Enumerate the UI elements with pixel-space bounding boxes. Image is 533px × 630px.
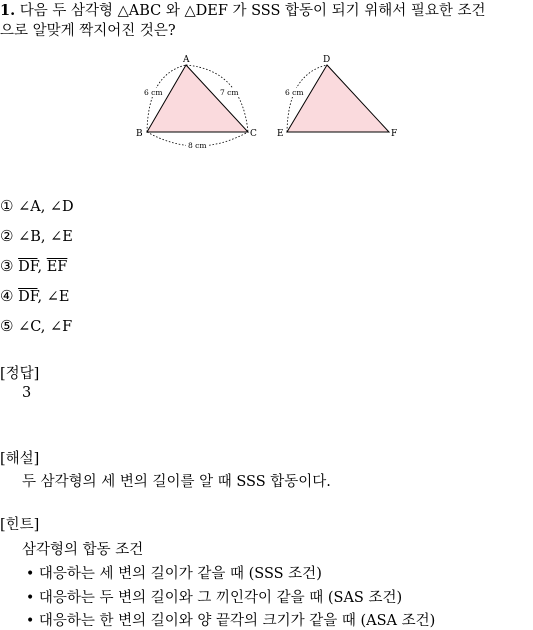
option-2[interactable] xyxy=(0,227,73,245)
hint-title: 삼각형의 합동 조건 xyxy=(22,542,144,558)
option-part-1: $\overline{DF}$ xyxy=(18,289,38,305)
option-marker: ② xyxy=(0,227,14,245)
question-number: 1. xyxy=(0,2,16,19)
hint-bullet-text: 대응하는 두 변의 길이와 그 끼인각이 같을 때 (SAS 조건) xyxy=(38,590,403,606)
option-marker: ④ xyxy=(0,287,14,305)
length-ac: 7 cm xyxy=(220,88,239,97)
hint-bullet-text: 대응하는 한 변의 길이와 양 끝각의 크기가 같을 때 (ASA 조건) xyxy=(38,613,436,629)
option-sep: , xyxy=(40,229,51,245)
hint-bullet-2 xyxy=(26,586,402,607)
option-part-2: ∠D xyxy=(49,199,74,215)
vertex-d: D xyxy=(323,55,331,65)
triangle-def xyxy=(287,65,389,132)
answer-value: 3 xyxy=(22,385,32,401)
option-marker: ③ xyxy=(0,257,14,275)
hint-bullet-1 xyxy=(26,562,322,583)
question-line-2: 으로 알맞게 짝지어진 것은? xyxy=(0,23,176,39)
option-part-2: ∠E xyxy=(50,229,73,245)
option-part-1: ∠B xyxy=(18,229,41,245)
option-sep: , xyxy=(40,319,51,335)
option-part-2: ∠E xyxy=(46,289,70,305)
hint-label: [힌트] xyxy=(0,517,40,533)
question-line-1 xyxy=(0,0,486,22)
answer-label: [정답] xyxy=(0,366,40,382)
vertex-f: F xyxy=(391,129,398,139)
triangle-figure xyxy=(130,52,410,161)
vertex-c: C xyxy=(250,129,257,139)
option-part-1: ∠C xyxy=(18,319,41,335)
explanation-text: 두 삼각형의 세 변의 길이를 알 때 SSS 합동이다. xyxy=(22,474,331,490)
option-part-1: $\overline{DF}$ xyxy=(18,259,38,275)
option-1[interactable] xyxy=(0,197,74,215)
bullet-dot: • xyxy=(26,590,35,606)
question-text-1: 다음 두 삼각형 △ABC 와 △DEF 가 SSS 합동이 되기 위해서 필요한 조건 xyxy=(19,3,486,19)
option-marker: ① xyxy=(0,197,14,215)
vertex-a: A xyxy=(183,55,190,65)
option-sep: , xyxy=(37,289,47,305)
triangles-svg xyxy=(130,52,410,157)
length-bc: 8 cm xyxy=(188,141,207,150)
option-sep: , xyxy=(37,259,47,275)
option-sep: , xyxy=(40,199,50,215)
length-ab: 6 cm xyxy=(144,88,163,97)
hint-bullet-text: 대응하는 세 변의 길이가 같을 때 (SSS 조건) xyxy=(38,566,322,582)
option-part-1: ∠A xyxy=(18,199,41,215)
bullet-dot: • xyxy=(26,613,35,629)
option-marker: ⑤ xyxy=(0,317,14,335)
option-3[interactable] xyxy=(0,257,67,275)
bullet-dot: • xyxy=(26,566,35,582)
option-5[interactable] xyxy=(0,317,72,335)
hint-bullet-3 xyxy=(26,609,435,630)
option-part-2: ∠F xyxy=(50,319,73,335)
option-part-2: $\overline{EF}$ xyxy=(46,259,68,275)
length-de: 6 cm xyxy=(285,88,304,97)
vertex-e: E xyxy=(277,129,284,139)
vertex-b: B xyxy=(136,129,143,139)
explanation-label: [해설] xyxy=(0,451,40,467)
option-4[interactable] xyxy=(0,287,69,305)
triangle-abc xyxy=(147,65,248,132)
